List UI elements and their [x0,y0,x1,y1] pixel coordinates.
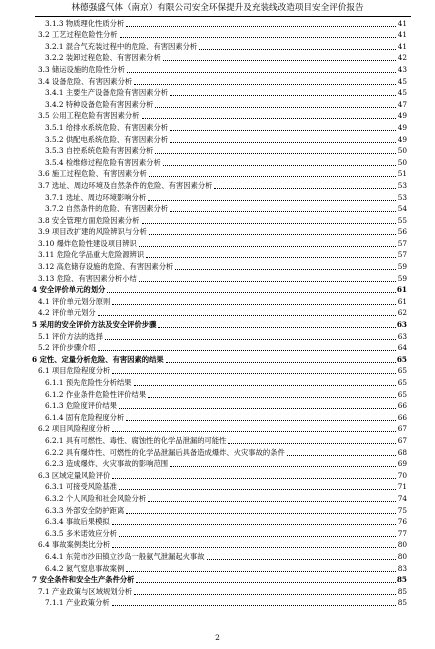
toc-dot-leader [139,245,396,247]
toc-entry-title: 7.1 产业政策与区域规划分析 [38,586,133,596]
toc-entry[interactable] [0,121,435,133]
toc-dot-leader [126,25,396,27]
toc-entry-title: 3.2 工艺过程危险性分析 [38,30,118,40]
toc-entry-title: 6.1.3 危险度评价结果 [45,401,117,411]
toc-entry-page: 85 [396,575,407,585]
toc-entry-page: 85 [397,586,407,596]
toc-entry[interactable] [0,446,435,458]
toc-entry-title: 6.1.1 预先危险性分析结果 [45,378,132,387]
toc-entry[interactable] [0,562,435,574]
toc-entry[interactable] [0,550,435,562]
toc-entry[interactable] [0,40,435,52]
toc-entry-page: 63 [397,331,407,341]
toc-entry-title: 3.5 公用工程危险有害因素分析 [38,111,140,121]
toc-dot-leader [155,106,396,108]
toc-entry-title: 6.4 事故案例类比分析 [38,540,111,550]
toc-dot-leader [287,454,396,456]
toc-entry-title: 6.2.2 具有爆炸性、可燃性的化学品泄漏后具备造成爆炸、火灾事故的条件 [45,447,285,457]
toc-dot-leader [112,430,396,432]
toc-entry[interactable] [0,574,435,586]
toc-entry-title: 6.3.3 外部安全防护距离 [45,505,125,515]
toc-entry-page: 45 [397,76,407,86]
toc-dot-leader [175,268,396,270]
toc-dot-leader [148,199,396,201]
toc-entry[interactable] [0,133,435,145]
toc-entry-page: 57 [397,238,407,248]
toc-dot-leader [134,593,396,595]
toc-dot-leader [119,488,396,490]
toc-dot-leader [120,36,396,38]
toc-entry-page: 85 [397,598,407,608]
toc-entry-title: 3.6 施工过程危险、有害因素分析 [38,169,147,179]
toc-entry-page: 66 [397,412,407,422]
toc-entry-title: 3.12 高危储存设施的危险、有害因素分析 [38,262,174,272]
toc-dot-leader [136,581,395,583]
toc-entry-title: 7 安全条件和安全生产条件分析 [32,575,135,585]
toc-entry-title: 6.4.1 东莞市沙田镇立沙岛一般氨气泄漏起火事故 [45,551,205,561]
toc-dot-leader [148,500,396,502]
toc-entry[interactable] [0,260,435,272]
toc-entry-title: 3.7.2 自然条件的危险、有害因素分析 [45,204,169,214]
toc-entry-title: 6.3.4 事故后果模拟 [45,517,110,527]
toc-entry-title: 5.2 评价步骤介绍 [38,343,96,353]
toc-entry[interactable] [0,597,435,609]
toc-entry-page: 49 [397,111,407,121]
toc-entry-title: 6.4.2 氮气窒息事故案例 [45,563,125,573]
toc-dot-leader [170,141,396,143]
toc-entry-page: 80 [397,551,407,561]
toc-entry-page: 59 [397,273,407,283]
toc-dot-leader [199,48,396,50]
toc-dot-leader [207,558,396,560]
toc-entry[interactable] [0,249,435,261]
toc-dot-leader [105,338,396,340]
toc-dot-leader [149,233,396,235]
toc-entry[interactable] [0,179,435,191]
toc-entry[interactable] [0,585,435,597]
toc-dot-leader [119,407,396,409]
toc-entry[interactable] [0,214,435,226]
toc-entry-page: 67 [397,435,407,445]
toc-entry[interactable] [0,469,435,481]
toc-entry-title: 3.5.2 供配电系统危险、有害因素分析 [45,134,169,144]
toc-entry-title: 3.2.1 混合气充装过程中的危险、有害因素分析 [45,41,198,51]
toc-entry-page: 76 [397,517,407,527]
toc-entry-page: 41 [397,41,407,51]
toc-entry-page: 49 [397,122,407,132]
toc-entry-page: 64 [397,343,407,353]
toc-entry-title: 6.1 项目危险程度分析 [38,366,111,376]
toc-entry-page: 53 [397,192,407,202]
toc-entry-title: 3.5.3 自控系统危险有害因素分析 [45,146,154,156]
toc-entry-title: 6.3.2 个人风险和社会风险分析 [45,493,147,503]
toc-entry-title: 3.7.1 选址、周边环境影响分析 [45,192,147,202]
toc-entry-page: 68 [397,447,407,457]
toc-dot-leader [148,396,396,398]
toc-entry-page: 61 [397,296,407,306]
toc-entry-page: 62 [397,308,407,318]
toc-entry-page: 63 [396,320,407,330]
toc-entry[interactable] [0,156,435,168]
toc-dot-leader [112,604,396,606]
toc-entry-page: 43 [397,64,407,74]
toc-entry-title: 3.10 爆炸危险性建设项目辨识 [38,238,137,248]
toc-entry-page: 41 [397,18,407,28]
toc-entry[interactable] [0,527,435,539]
toc-dot-leader [126,512,396,514]
toc-entry[interactable] [0,318,435,330]
toc-entry-page: 71 [397,482,407,492]
page-number: 2 [215,633,220,642]
toc-entry-title: 7.1.1 产业政策分析 [45,598,110,608]
toc-entry[interactable] [0,203,435,215]
toc-dot-leader [228,442,396,444]
toc-dot-leader [126,570,396,572]
toc-entry-page: 83 [397,563,407,573]
toc-dot-leader [146,256,396,258]
toc-dot-leader [142,222,397,224]
toc-dot-leader [170,94,396,96]
toc-entry[interactable] [0,411,435,423]
toc-entry[interactable] [0,539,435,551]
toc-entry[interactable] [0,400,435,412]
toc-entry[interactable] [0,492,435,504]
toc-dot-leader [142,117,397,119]
table-of-contents [0,17,435,608]
toc-dot-leader [119,535,396,537]
toc-entry-title: 5.1 评价方法的选择 [38,331,104,341]
toc-entry-page: 56 [397,227,407,237]
toc-entry-page: 65 [397,389,407,399]
toc-entry-title: 6 定性、定量分析危险、有害因素的结果 [32,354,164,364]
toc-entry-page: 70 [397,470,407,480]
toc-entry-page: 51 [397,169,407,179]
toc-entry[interactable] [0,342,435,354]
toc-entry[interactable] [0,516,435,528]
toc-entry[interactable] [0,75,435,87]
toc-entry[interactable] [0,52,435,64]
toc-entry[interactable] [0,29,435,41]
toc-entry-title: 6.2 项目风险程度分析 [38,424,111,434]
toc-entry-page: 65 [397,378,407,387]
toc-dot-leader [107,291,396,293]
toc-dot-leader [134,384,396,386]
toc-dot-leader [139,280,396,282]
toc-entry[interactable] [0,98,435,110]
toc-entry[interactable] [0,63,435,75]
toc-entry-page: 57 [397,250,407,260]
toc-dot-leader [98,349,396,351]
toc-entry-title: 3.9 项目改扩建的风险辨识与分析 [38,227,147,237]
toc-entry-title: 6.1.2 作业条件危险性评价结果 [45,389,147,399]
toc-dot-leader [98,314,396,316]
toc-entry[interactable] [0,504,435,516]
toc-dot-leader [112,523,396,525]
toc-entry-title: 6.2.3 造成爆炸、火灾事故的影响范围 [45,459,169,469]
toc-entry-title: 4.2 评价单元划分 [38,308,96,318]
toc-entry-title: 6.3 区域定量风险评价 [38,470,111,480]
toc-entry[interactable] [0,17,435,29]
toc-entry-page: 54 [397,204,407,214]
toc-entry-page: 65 [396,354,407,364]
toc-entry[interactable] [0,87,435,99]
toc-dot-leader [112,546,396,548]
toc-dot-leader [112,372,396,374]
toc-entry-page: 55 [397,215,407,225]
toc-entry-page: 45 [397,88,407,98]
toc-entry[interactable] [0,423,435,435]
toc-entry-page: 69 [397,459,407,469]
toc-entry-title: 3.4.2 特种设备危险有害因素分析 [45,99,154,109]
toc-dot-leader [158,326,395,328]
toc-entry-title: 3.2.2 装卸过程危险、有害因素分析 [45,53,161,63]
toc-entry-page: 80 [397,540,407,550]
toc-entry[interactable] [0,388,435,400]
toc-entry-page: 66 [397,401,407,411]
toc-entry-title: 3.7 选址、周边环境及自然条件的危险、有害因素分析 [38,180,213,190]
toc-entry[interactable] [0,458,435,470]
toc-entry-page: 74 [397,493,407,503]
toc-entry[interactable] [0,226,435,238]
toc-entry-page: 77 [397,528,407,538]
toc-entry-title: 3.3 储运设施的危险性分析 [38,64,125,74]
toc-entry-title: 3.8 安全管理方面危险因素分析 [38,215,140,225]
toc-dot-leader [166,361,396,363]
toc-entry-title: 3.4 设备危险、有害因素分析 [38,76,133,86]
toc-entry-title: 3.5.1 给排水系统危险、有害因素分析 [45,122,169,132]
toc-entry[interactable] [0,237,435,249]
toc-entry[interactable] [0,191,435,203]
toc-entry-title: 3.13 危险、有害因素分析小结 [38,273,137,283]
toc-entry[interactable] [0,110,435,122]
toc-entry-title: 6.2.1 具有可燃性、毒性、腐蚀性的化学品泄漏的可能性 [45,435,227,445]
toc-entry[interactable] [0,353,435,365]
toc-entry-title: 5 采用的安全评价方法及安全评价步骤 [32,320,157,330]
toc-entry-page: 42 [397,53,407,63]
toc-entry-title: 4.1 评价单元划分原则 [38,296,111,306]
toc-entry[interactable] [0,284,435,296]
toc-entry[interactable] [0,481,435,493]
toc-entry[interactable] [0,376,435,388]
toc-entry-page: 67 [397,424,407,434]
toc-entry-title: 6.3.1 可接受风险基准 [45,482,117,492]
toc-dot-leader [170,129,396,131]
toc-entry-title: 3.5.4 检维修过程危险有害因素分析 [45,157,161,167]
toc-entry[interactable] [0,330,435,342]
toc-entry-page: 50 [397,146,407,156]
toc-dot-leader [127,71,396,73]
toc-entry-title: 6.1.4 固有危险程度分析 [45,412,125,422]
toc-dot-leader [214,187,396,189]
toc-entry-title: 3.11 危险化学品重大危险源辨识 [38,250,145,260]
toc-entry-title: 3.1.3 物质理化性质分析 [45,18,125,28]
toc-dot-leader [163,164,396,166]
toc-dot-leader [170,210,396,212]
toc-entry-page: 53 [397,180,407,190]
toc-entry[interactable] [0,365,435,377]
toc-entry-page: 47 [397,99,407,109]
toc-entry-page: 49 [397,134,407,144]
toc-entry-title: 6.3.5 多米诺效应分析 [45,528,117,538]
toc-dot-leader [112,477,396,479]
toc-entry-page: 75 [397,505,407,515]
toc-dot-leader [126,419,396,421]
page-header: 林德强盛气体（南京）有限公司安全环保提升及充装线改造项目安全评价报告 [71,3,364,13]
toc-dot-leader [112,303,396,305]
toc-entry[interactable] [0,307,435,319]
toc-entry-page: 59 [397,262,407,272]
toc-dot-leader [155,152,396,154]
toc-entry[interactable] [0,295,435,307]
toc-entry[interactable] [0,434,435,446]
toc-entry-title: 3.4.1 主要生产设备危险有害因素分析 [45,88,169,98]
toc-dot-leader [170,465,396,467]
toc-dot-leader [163,59,396,61]
toc-dot-leader [134,83,396,85]
toc-entry-page: 65 [397,366,407,376]
toc-entry-page: 41 [397,30,407,40]
toc-entry[interactable] [0,145,435,157]
toc-entry-page: 61 [396,285,407,295]
toc-entry[interactable] [0,168,435,180]
toc-entry-title: 4 安全评价单元的划分 [32,285,106,295]
toc-entry-page: 50 [397,157,407,167]
toc-entry[interactable] [0,272,435,284]
toc-dot-leader [149,175,396,177]
